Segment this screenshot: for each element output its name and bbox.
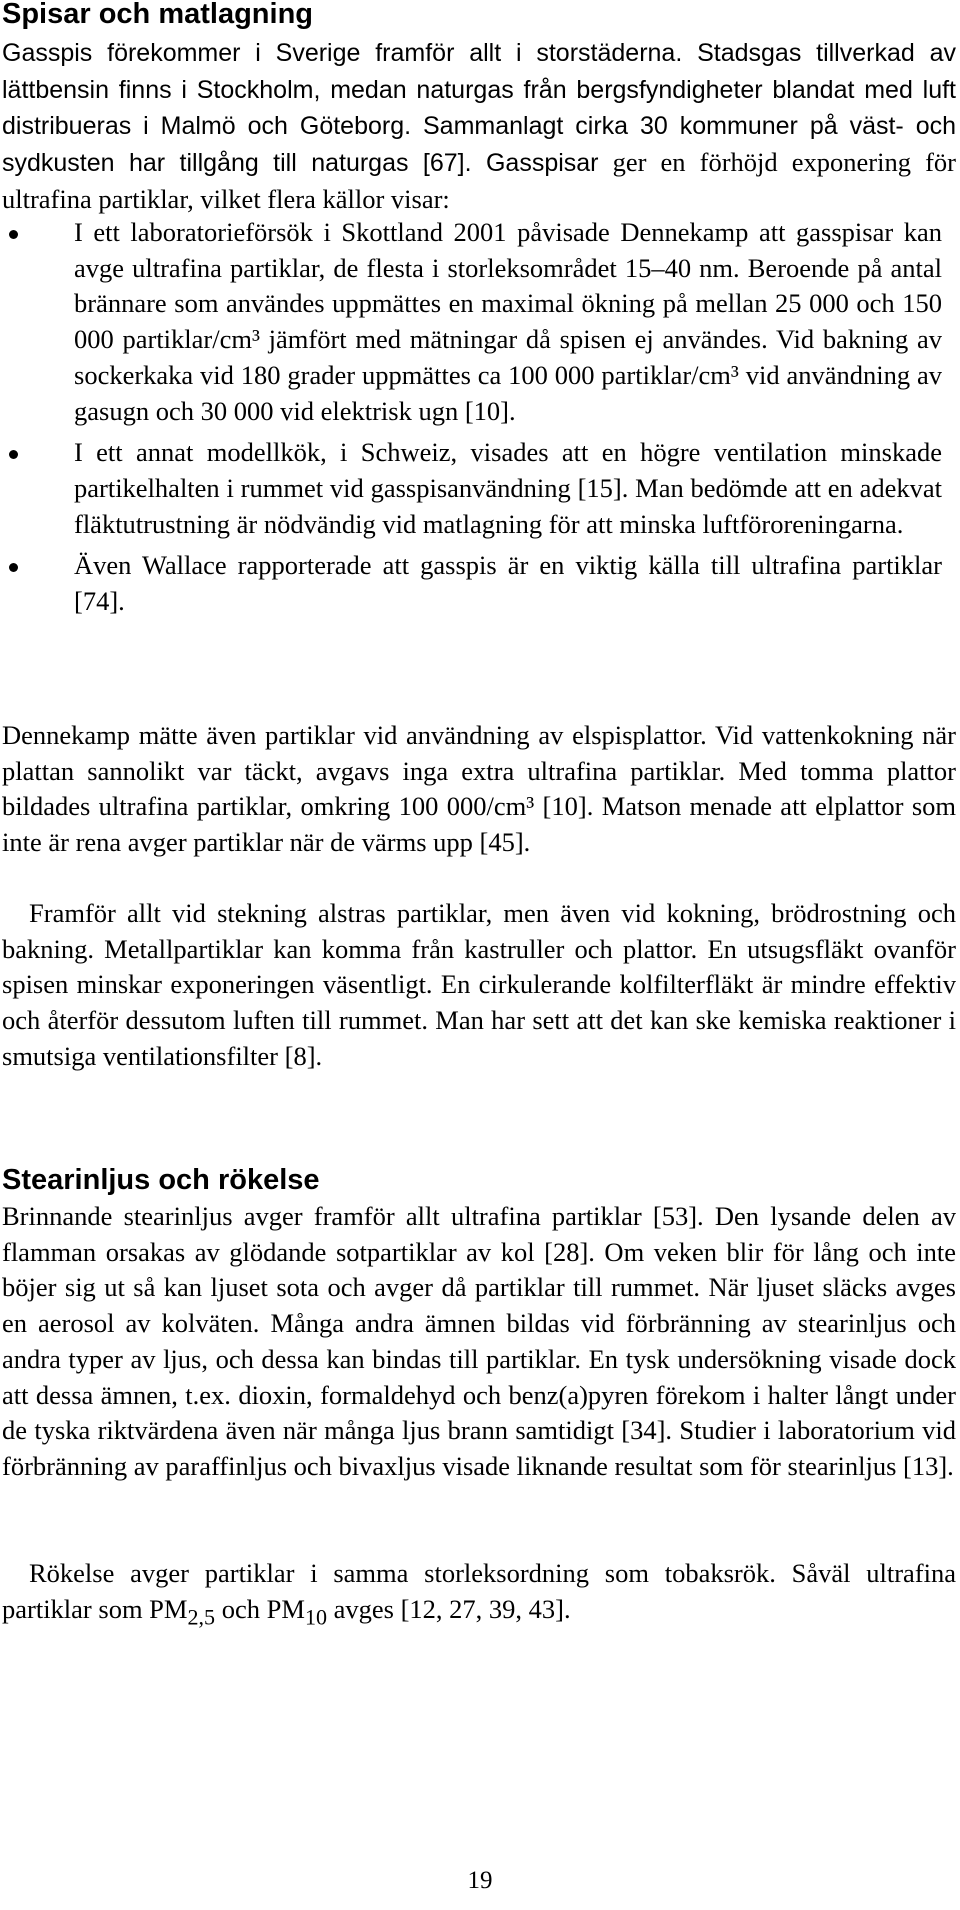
subscript: 10 bbox=[304, 1604, 328, 1629]
list-item bbox=[0, 435, 942, 542]
paragraph-elspis: Dennekamp mätte även partiklar vid användning av elspisplattor. Vid vattenkokning när plattan sannolikt var täckt, avgavs inga extra ultrafina partiklar. Med tomma plattor bildades ultrafina partiklar, omkring 100 000/cm³ [10]. Matson menade att elplattor som inte är rena avger partiklar när de värms upp [45]. bbox=[2, 720, 956, 858]
intro-paragraph bbox=[2, 35, 956, 218]
paragraph-stekning: Framför allt vid stekning alstras partiklar, men även vid kokning, brödrostning och bakning. Metallpartiklar kan komma från kastruller och plattor. En utsugsfläkt ovanför spisen minskar exponeringen väsentligt. En cirkulerande kolfilterfläkt är mindre effektiv och återför dessutom luften till rummet. Man har sett att det kan ske kemiska reaktioner i smutsiga ventilationsfilter [8]. bbox=[2, 898, 956, 1071]
intro-text-sans: Gasspis förekommer i Sverige framför allt i storstäderna. Stadsgas tillverkad av lättbensin finns i Stockholm, medan naturgas från bergsfyndigheter blandat med luft distribueras i Malmö och Göteborg. Sammanlagt cirka 30 kommuner på väst- och sydkusten har tillgång till naturgas [67]. Gasspisar bbox=[2, 39, 956, 178]
bullet-list bbox=[0, 215, 960, 620]
list-item-text: Även Wallace rapporterade att gasspis är en viktig källa till ultrafina partiklar [74]. bbox=[74, 550, 942, 617]
section-heading-candles: Stearinljus och rökelse bbox=[2, 1164, 320, 1196]
paragraph-stearinljus: Brinnande stearinljus avger framför allt ultrafina partiklar [53]. Den lysande delen av flamman orsakas av glödande sotpartiklar av kol [28]. Om veken blir för lång och inte böjer sig ut så kan ljuset sota och avger då partiklar till rummet. När ljuset släcks avges en aerosol av kolväten. Många andra ämnen bildas vid förbränning av stearinljus och andra typer av ljus, och dessa kan bindas till partiklar. En tysk undersökning visade dock att dessa ämnen, t.ex. dioxin, formaldehyd och benz(a)pyren förekom i halter långt under de tyska riktvärdena även när många ljus brann samtidigt [34]. Studier i laboratorium vid förbränning av paraffinljus och bivaxljus visade liknande resultat som för stearinljus [13]. bbox=[2, 1201, 956, 1481]
text-segment: avges [12, 27, 39, 43]. bbox=[327, 1593, 571, 1624]
bullet-icon bbox=[9, 450, 18, 459]
section-heading-stoves: Spisar och matlagning bbox=[2, 0, 313, 30]
paragraph-rokelse bbox=[2, 1556, 956, 1635]
text-segment: och PM bbox=[215, 1593, 305, 1624]
page-number: 19 bbox=[467, 1867, 493, 1894]
intro-text-serif: ger en förhöjd exponering för ultrafina partiklar, vilket flera källor visar: bbox=[2, 147, 956, 214]
bullet-icon bbox=[9, 230, 18, 239]
list-item-text: I ett laboratorieförsök i Skottland 2001 påvisade Dennekamp att gasspisar kan avge ultrafina partiklar, de flesta i storleksområdet 15–40 nm. Beroende på antal brännare som användes uppmättes en maximal ökning på mellan 25 000 och 150 000 partiklar/cm³ jämfört med mätningar då spisen ej användes. Vid bakning av sockerkaka vid 180 grader uppmättes ca 100 000 partiklar/cm³ vid användning av gasugn och 30 000 vid elektrisk ugn [10]. bbox=[74, 217, 942, 426]
bullet-icon bbox=[9, 563, 18, 572]
list-item bbox=[0, 215, 942, 429]
list-item bbox=[0, 548, 942, 619]
list-item-text: I ett annat modellkök, i Schweiz, visades att en högre ventilation minskade partikelhalten i rummet vid gasspisanvändning [15]. Man bedömde att en adekvat fläktutrustning är nödvändig vid matlagning för att minska luftföroreningarna. bbox=[74, 437, 942, 539]
subscript: 2,5 bbox=[187, 1604, 216, 1629]
text-segment: Rökelse avger partiklar i samma storleksordning som tobaksrök. Såväl ultrafina partiklar som PM bbox=[2, 1558, 956, 1624]
